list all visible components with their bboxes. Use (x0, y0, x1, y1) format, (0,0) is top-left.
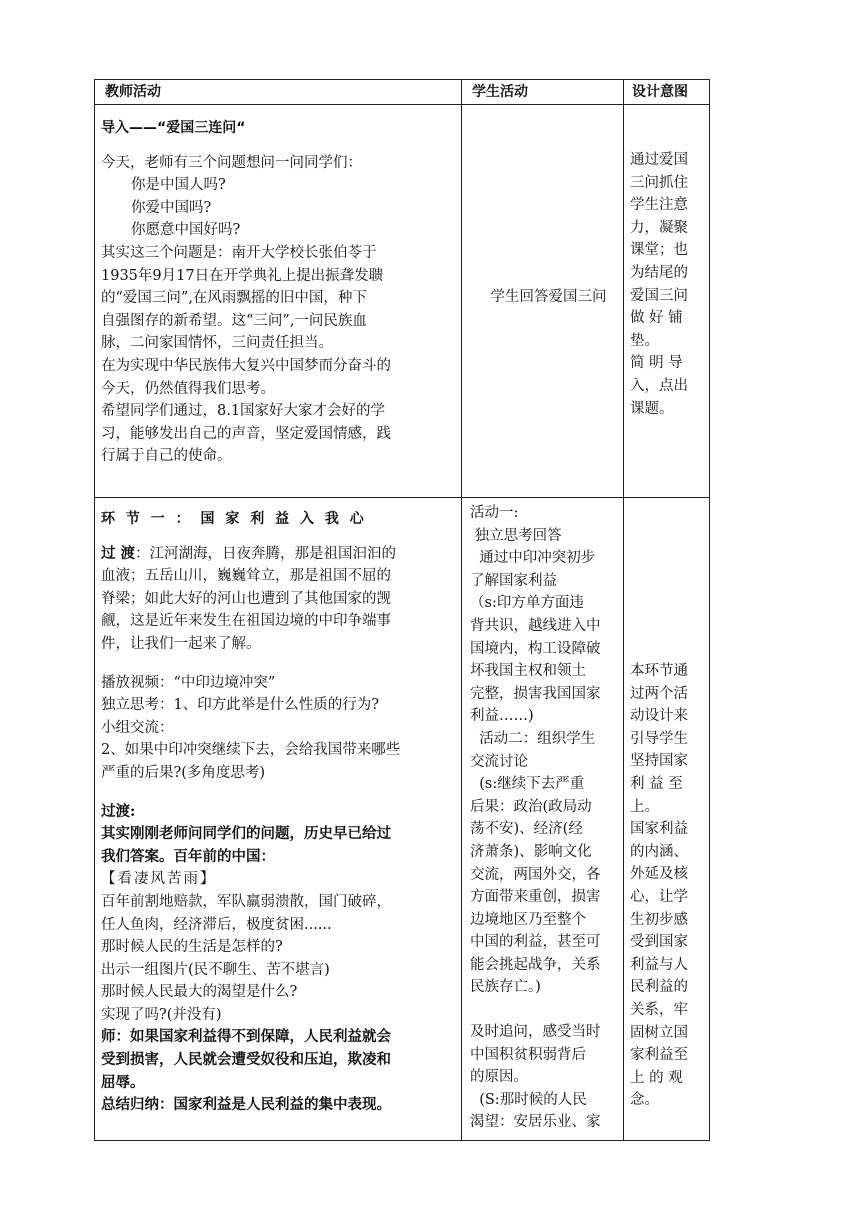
student-line: 国境内，构工设障破 (470, 640, 601, 657)
header-student-activity: 学生活动 (462, 80, 624, 105)
intro-student-cell (462, 105, 624, 498)
section1-intent-line: 受到国家 (630, 934, 688, 951)
history-line: 百年前割地赔款，军队羸弱溃散，国门破碎， (101, 893, 391, 910)
intro-line: 1935年9月17日在开学典礼上提出振聋发聩 (101, 267, 384, 284)
intro-intent-line: 课堂；也 (630, 242, 688, 259)
student-line: 后果：政治(政局动 (470, 798, 592, 815)
student-line: 中国积贫积弱背后 (470, 1046, 586, 1063)
section1-intent-line: 引导学生 (630, 730, 688, 747)
video-line: 小组交流： (101, 719, 174, 736)
intro-intent-line: 学生注意 (630, 197, 688, 214)
student-line: 通过中印冲突初步 (470, 550, 596, 567)
section1-intent-text (630, 660, 703, 1112)
student-line: 荡不安)、经济(经 (470, 821, 583, 838)
student-line: 活动一: (470, 505, 519, 521)
section1-intent-line: 固树立国 (630, 1024, 688, 1041)
student-line: 方面带来重创，损害 (470, 889, 601, 906)
section1-intent-line: 的内涵、 (630, 843, 688, 860)
video-line: 严重的后果?(多角度思考) (101, 764, 266, 781)
teacher-summary-line: 师：如果国家利益得不到保障，人民利益就会 (101, 1028, 391, 1046)
history-line: 那时候人民最大的渴望是什么? (101, 984, 298, 1001)
section1-intent-line: 国家利益 (630, 821, 688, 838)
student-line: 坏我国主权和领土 (470, 663, 586, 680)
student-line: 交流，两国外交，各 (470, 866, 601, 883)
section1-intent-line: 坚持国家 (630, 753, 688, 770)
intro-intent-line: 爱国三问 (630, 287, 688, 304)
intro-line: 你是中国人吗? (131, 177, 226, 194)
student-line: 完整，损害我国国家 (470, 685, 601, 702)
student-line: 了解国家利益 (470, 572, 557, 589)
section1-intent-line: 本环节通 (630, 663, 688, 679)
section1-intent-line: 关系，牢 (630, 1001, 688, 1018)
student-line: 能会挑起战争，关系 (470, 956, 601, 973)
section1-student-cell (462, 498, 624, 1141)
transition-line: 血液；五岳山川，巍巍耸立，那是祖国不屈的 (101, 568, 391, 585)
intro-line: 自强图存的新希望。这“三问”,一问民族血 (101, 312, 367, 329)
intro-line: 希望同学们通过，8.1国家好大家才会好的学 (101, 403, 386, 420)
teacher-summary-text (101, 1026, 455, 1116)
transition-line: 件，让我们一起来了解。 (101, 635, 261, 652)
video-activity-text (101, 672, 455, 785)
section1-intent-line: 过两个活 (630, 685, 688, 702)
intro-teacher-cell (95, 105, 462, 498)
section1-intent-line: 利益与人 (630, 956, 688, 973)
transition-paragraph (101, 565, 455, 655)
student-line: 渴望：安居乐业、家 (470, 1114, 601, 1131)
section1-title: 环 节 一 ： 国 家 利 益 入 我 心 (101, 511, 367, 527)
teacher-summary-line: 总结归纳：国家利益是人民利益的集中表现。 (101, 1096, 391, 1114)
intro-teacher-text (101, 152, 455, 468)
student-line: (s:继续下去严重 (470, 776, 585, 793)
student-line: 及时追问，感受当时 (470, 1024, 601, 1041)
history-text (101, 891, 455, 1027)
intro-line: 习，能够发出自己的声音，坚定爱国情感，践 (101, 425, 391, 442)
transition-text: ：江河湖海，日夜奔腾，那是祖国汩汩的 (135, 545, 397, 562)
transition-label: 过 渡 (101, 544, 136, 562)
student-line: 济萧条)、影响文化 (470, 843, 592, 860)
intro-intent-line: 课题。 (630, 400, 674, 417)
transition-history-line: 过渡: (101, 802, 136, 820)
intro-line: 在为实现中华民族伟大复兴中国梦而分奋斗的 (101, 357, 391, 374)
video-line: 播放视频：“中印边境冲突” (101, 674, 276, 691)
student-line: 交流讨论 (470, 753, 528, 770)
section1-intent-line: 生初步感 (630, 911, 688, 928)
transition-line: 觎，这是近年来发生在祖国边境的中印争端事 (101, 613, 391, 630)
section1-intent-line: 心，让学 (630, 888, 688, 905)
student-line: 的原因。 (470, 1069, 528, 1086)
intro-intent-line: 垫。 (630, 332, 659, 349)
intro-intent-cell (624, 105, 710, 498)
intro-line: 脉，二问家国情怀，三问责任担当。 (101, 335, 333, 352)
intro-line: 其实这三个问题是：南开大学校长张伯苓于 (101, 244, 377, 261)
intro-intent-line: 通过爱国 (630, 152, 688, 168)
intro-intent-line: 做 好 铺 (630, 310, 683, 327)
history-line: 那时候人民的生活是怎样的? (101, 939, 283, 956)
teacher-summary-line: 屈辱。 (101, 1073, 145, 1091)
intro-line: 你爱中国吗? (131, 199, 212, 216)
transition-history-line: 我们答案。百年前的中国： (101, 847, 275, 865)
intro-line: 的“爱国三问”,在风雨飘摇的旧中国，种下 (101, 290, 367, 307)
section1-row (95, 498, 710, 1141)
student-line: 中国的利益，甚至可 (470, 934, 601, 951)
lesson-plan-table (94, 79, 710, 1141)
section1-student-text (470, 502, 617, 999)
intro-line: 今天，老师有三个问题想问一问同学们： (101, 154, 362, 171)
section1-intent-line: 上。 (630, 798, 659, 815)
intro-intent-line: 三问抓住 (630, 174, 688, 191)
header-teacher-activity: 教师活动 (95, 80, 462, 105)
intro-line: 你愿意中国好吗? (131, 222, 241, 239)
transition-line: 脊梁；如此大好的河山也遭到了其他国家的觊 (101, 590, 391, 607)
video-line: 独立思考：1、印方此举是什么性质的行为? (101, 697, 379, 714)
intro-intent-text (630, 149, 703, 420)
transition-history-text (101, 801, 455, 869)
history-line: 出示一组图片(民不聊生、苦不堪言) (101, 961, 330, 978)
section1-intent-line: 上 的 观 (630, 1069, 683, 1086)
intro-intent-line: 简 明 导 (630, 355, 683, 372)
history-line: 任人鱼肉，经济滞后，极度贫困...... (101, 916, 332, 933)
header-design-intent: 设计意图 (624, 80, 710, 105)
section1-intent-line: 动设计来 (630, 708, 688, 725)
section-subheading: 【看凄风苦雨】 (101, 871, 217, 888)
intro-title: 导入——“爱国三连问“ (101, 120, 246, 136)
section1-teacher-cell (95, 498, 462, 1141)
student-line: (S:那时候的人民 (470, 1091, 587, 1108)
student-line: （s:印方单方面违 (470, 595, 584, 612)
student-line: 背共识，越线进入中 (470, 617, 601, 634)
history-line: 实现了吗?(并没有) (101, 1006, 222, 1023)
transition-history-line: 其实刚刚老师问同学们的问题，历史早已给过 (101, 825, 391, 843)
table-header-row (95, 80, 710, 105)
video-line: 2、如果中印冲突继续下去，会给我国带来哪些 (101, 742, 401, 759)
student-line: 边境地区乃至整个 (470, 911, 586, 928)
section1-student-text-2 (470, 1021, 617, 1134)
intro-line: 行属于自己的使命。 (101, 448, 232, 465)
intro-intent-line: 入，点出 (630, 377, 688, 394)
intro-line: 今天，仍然值得我们思考。 (101, 380, 275, 397)
section1-intent-line: 念。 (630, 1092, 659, 1109)
student-line: 利益……) (470, 708, 534, 725)
section1-intent-line: 家利益至 (630, 1047, 688, 1064)
intro-student-answer: 学生回答爱国三问 (490, 288, 607, 305)
section1-intent-line: 外延及核 (630, 866, 688, 883)
intro-row (95, 105, 710, 498)
teacher-summary-line: 受到损害，人民就会遭受奴役和压迫，欺凌和 (101, 1051, 391, 1069)
student-line: 活动二：组织学生 (470, 730, 596, 747)
intro-intent-line: 力，凝聚 (630, 219, 688, 236)
student-line: 独立思考回答 (470, 527, 562, 544)
section1-intent-line: 利 益 至 (630, 775, 683, 792)
section1-intent-cell (624, 498, 710, 1141)
intro-intent-line: 为结尾的 (630, 264, 688, 281)
section1-intent-line: 民利益的 (630, 979, 688, 996)
student-line: 民族存亡。) (470, 979, 541, 996)
